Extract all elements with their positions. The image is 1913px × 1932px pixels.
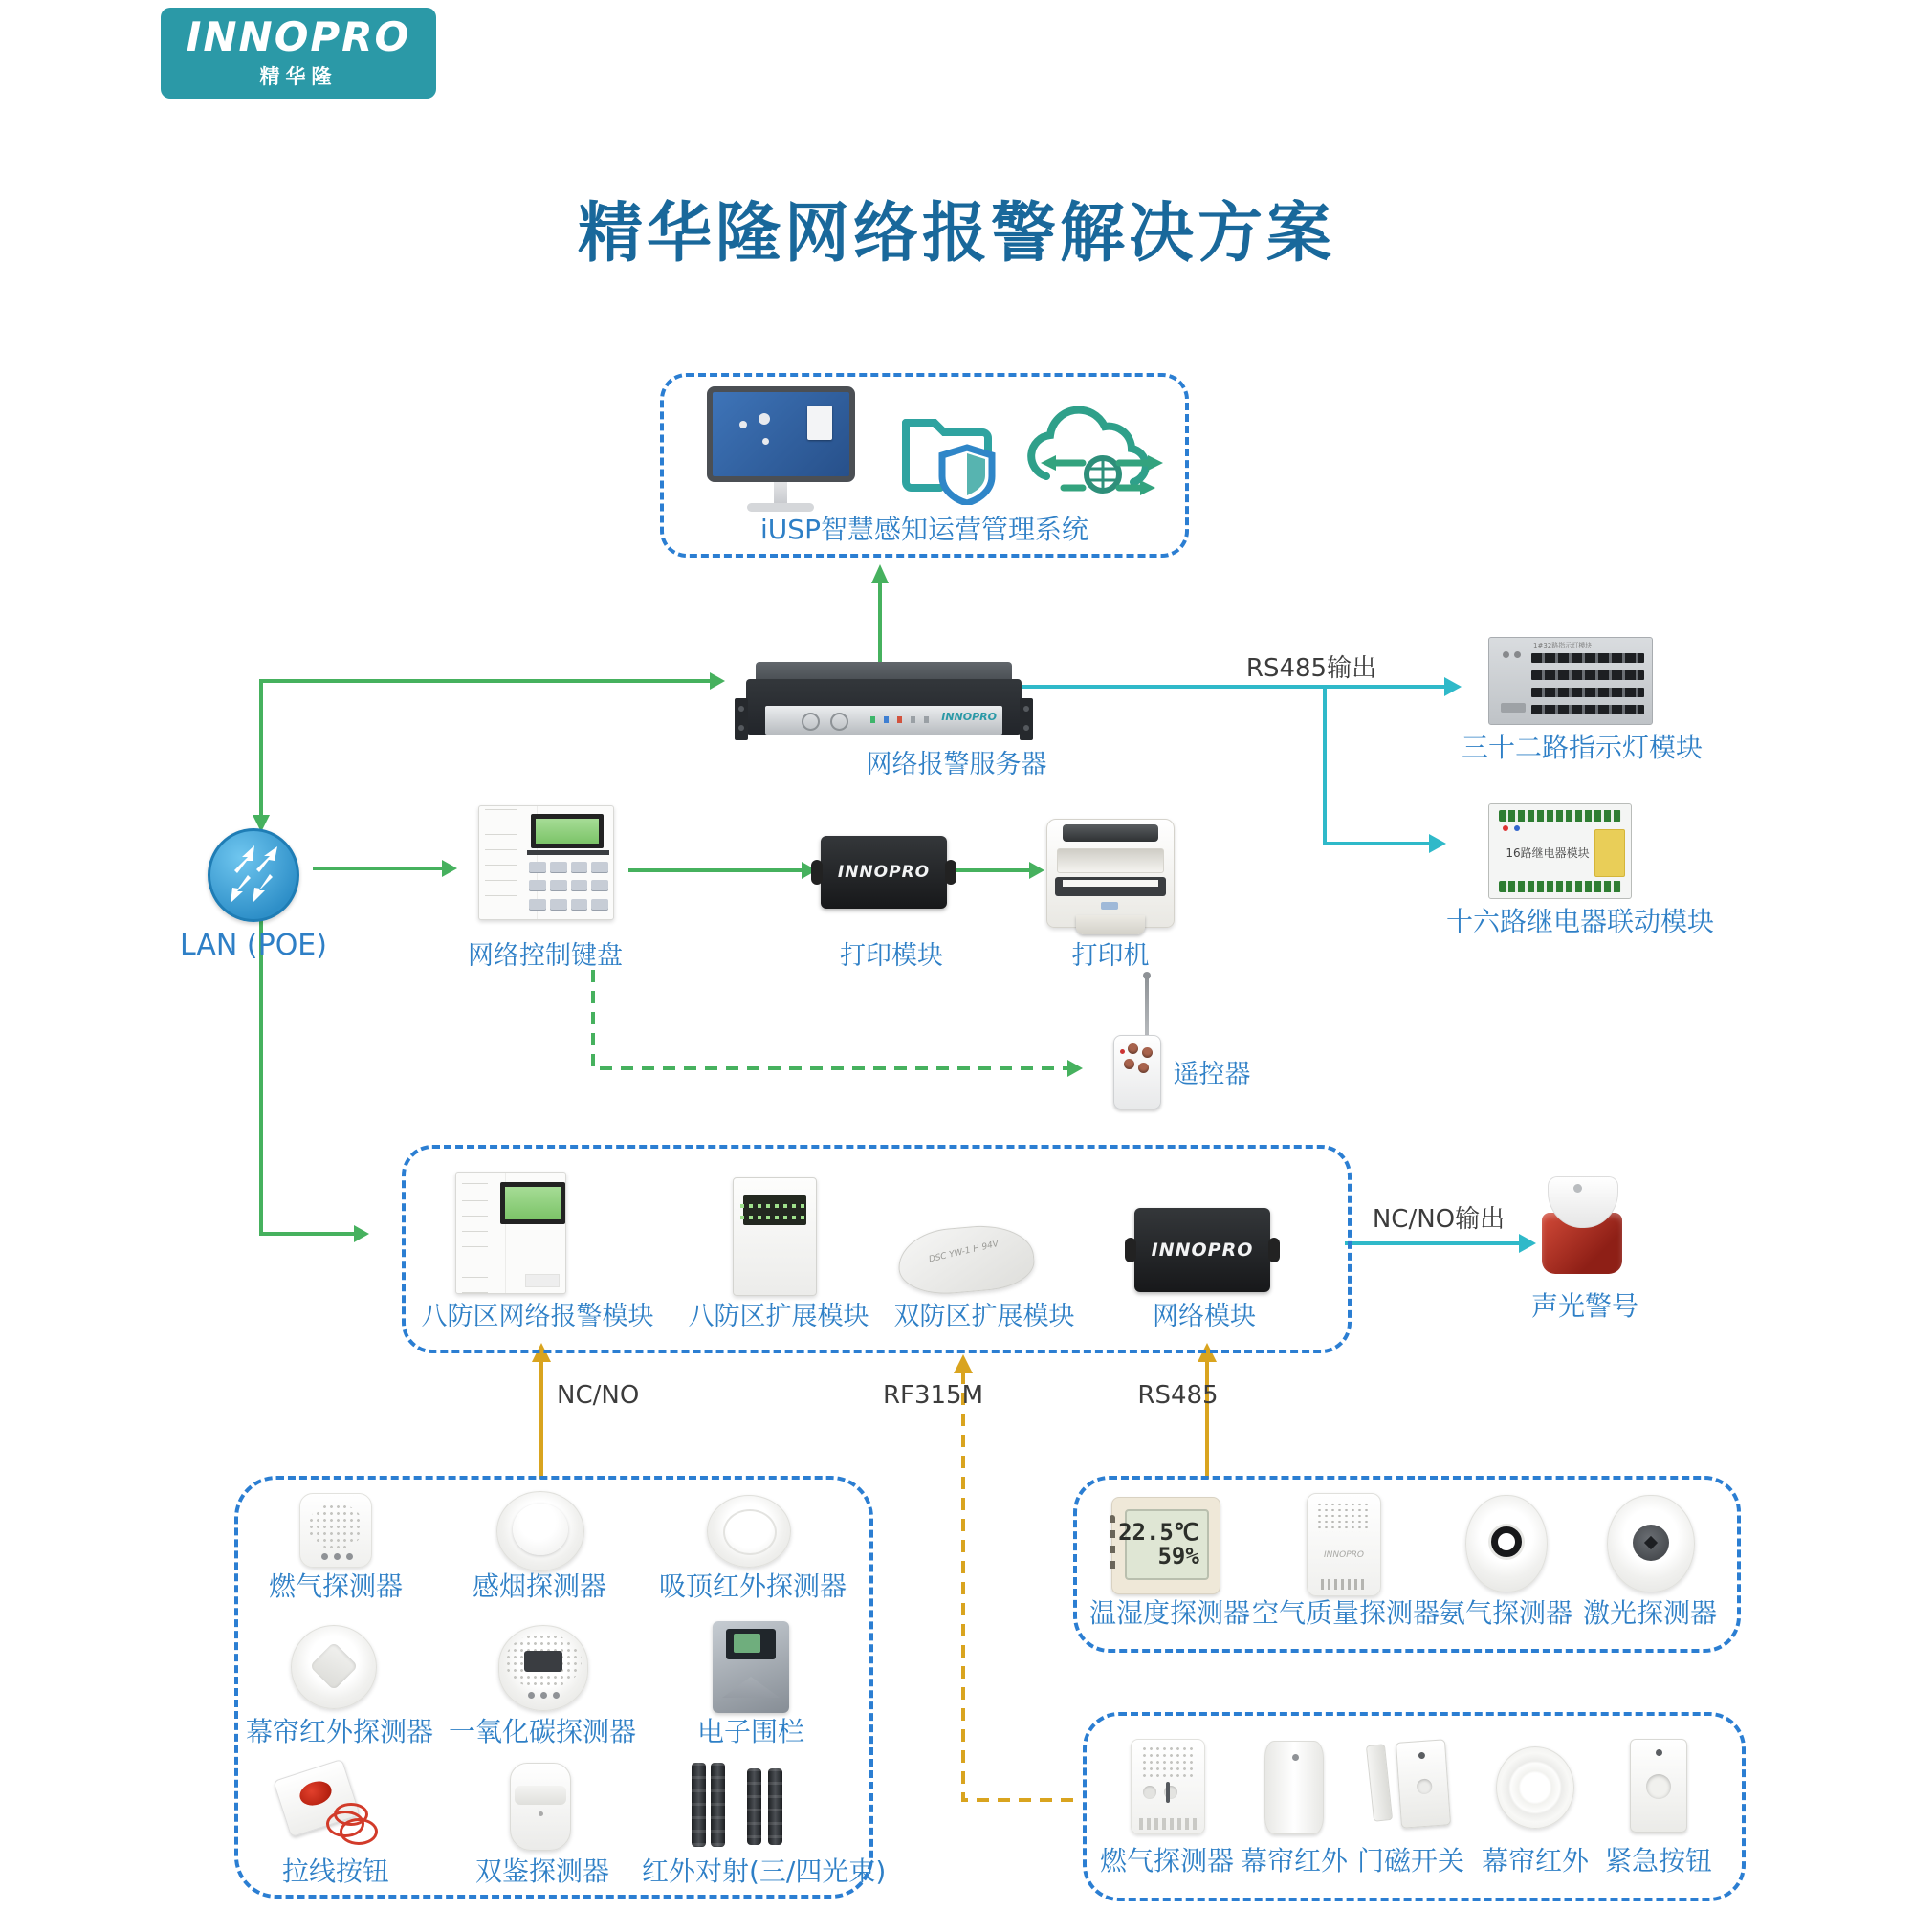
door-magnet-body	[1396, 1739, 1451, 1828]
siren-label: 声光警号	[1530, 1290, 1638, 1322]
emergency-button-image	[1630, 1739, 1687, 1833]
relay-module-label: 十六路继电器联动模块	[1446, 906, 1715, 937]
rf-gas-detector-image	[1131, 1739, 1205, 1834]
ir-beam-bar	[768, 1768, 782, 1845]
sensor-label: 门磁开关	[1357, 1845, 1465, 1877]
temp-sensor-lcd	[1118, 1509, 1208, 1580]
rf-gas-holes	[1141, 1745, 1195, 1778]
network-module-ear	[1125, 1238, 1136, 1262]
keypad-label: 网络控制键盘	[468, 941, 623, 971]
gas-detector-leds	[321, 1553, 353, 1560]
printer-image	[1046, 819, 1175, 928]
lan-arrows	[210, 831, 297, 919]
platform-label: iUSP智慧感知运营管理系统	[760, 514, 1088, 545]
keypad-key	[550, 880, 567, 890]
server-ear-hole	[1023, 725, 1029, 731]
dual-tech-band	[515, 1786, 567, 1805]
server-led	[897, 716, 902, 723]
keypad-key	[591, 880, 608, 890]
pull-button-cord	[334, 1803, 368, 1826]
monitor-dot	[762, 438, 769, 445]
lan-label: LAN (POE)	[180, 929, 327, 962]
logo-brand-text: INNOPRO	[186, 12, 411, 60]
arrow-right-remote	[1067, 1060, 1083, 1077]
keypad-key	[529, 899, 546, 910]
lan-arrow	[231, 875, 251, 903]
server-front-panel	[765, 706, 1002, 735]
server-ear-hole	[738, 706, 744, 712]
door-magnet-image	[1370, 1741, 1452, 1831]
ir-beam-bar	[747, 1768, 761, 1845]
keypad-key	[550, 899, 567, 910]
remote-antenna	[1145, 976, 1149, 1039]
network-module-image	[1134, 1208, 1270, 1292]
keypad-buttons	[529, 862, 608, 913]
expansion-led-row	[740, 1216, 809, 1219]
sensor-label: 幕帘红外	[1482, 1845, 1590, 1877]
rf-gas-comb	[1139, 1818, 1198, 1830]
mod32-led-row	[1531, 688, 1644, 697]
dual-tech-detector-image	[510, 1763, 571, 1851]
zone-item-label: 八防区扩展模块	[688, 1302, 869, 1331]
smoke-detector-image	[496, 1491, 584, 1571]
mod32-port	[1501, 703, 1526, 713]
printer-slot	[1057, 848, 1164, 873]
keypad-image	[478, 805, 614, 920]
co-detector-lcd	[524, 1651, 562, 1672]
air-quality-holes	[1316, 1502, 1372, 1532]
server-brand-text: INNOPRO	[941, 711, 997, 723]
monitor-screen	[707, 386, 855, 482]
zone-modules-box	[402, 1145, 1352, 1353]
gas-detector-image	[299, 1493, 372, 1568]
smoke-detector-dome	[513, 1504, 568, 1555]
detector-label: 红外对射(三/四光束)	[642, 1855, 887, 1887]
monitor-doc	[807, 406, 832, 440]
alarm-panel-image	[455, 1172, 566, 1294]
temp-value: 22.5℃	[1118, 1518, 1199, 1546]
keypad-divider	[527, 850, 609, 855]
remote-control-image	[1108, 976, 1165, 1109]
keypad-key	[529, 880, 546, 890]
detector-label: 电子围栏	[697, 1716, 805, 1747]
monitor-base	[747, 503, 814, 512]
detector-label: 拉线按钮	[282, 1855, 390, 1887]
rf-gas-slot	[1166, 1782, 1170, 1803]
rf-curtain-pir-image	[1264, 1741, 1324, 1834]
dual-zone-module-image	[895, 1221, 1036, 1298]
sensor-label: 温湿度探测器	[1088, 1597, 1250, 1629]
keypad-key	[550, 862, 567, 872]
keypad-key	[529, 862, 546, 872]
keypad-key	[591, 899, 608, 910]
temp-sensor-teeth	[1110, 1515, 1115, 1576]
curtain-pir-image	[291, 1625, 377, 1709]
air-quality-brand: INNOPRO	[1324, 1550, 1364, 1561]
printer-paper	[1063, 880, 1158, 887]
print-module-image	[821, 836, 947, 909]
alarm-panel-side	[456, 1173, 506, 1293]
zone-item-label: 网络模块	[1153, 1302, 1256, 1331]
siren-cap-dot	[1573, 1184, 1582, 1193]
arrow-up-platform	[871, 564, 889, 583]
mod16-yellow-label	[1594, 829, 1625, 877]
server-label: 网络报警服务器	[866, 750, 1047, 779]
mod32-titlebar: 1#32路指示灯模块	[1533, 642, 1593, 648]
print-module-ear	[945, 860, 956, 885]
server-ear-right	[1020, 698, 1033, 740]
printer-tray	[1076, 915, 1145, 934]
indicator-module-image	[1488, 637, 1653, 725]
sensor-label: 燃气探测器	[1100, 1845, 1235, 1877]
rs485-sensors-box	[1073, 1476, 1741, 1653]
sensor-label: 激光探测器	[1583, 1597, 1718, 1629]
alarm-server-image	[746, 662, 1022, 744]
mod32-led-row	[1531, 670, 1644, 680]
ncno-out-label: NC/NO输出	[1372, 1205, 1506, 1234]
electric-fence-image	[713, 1621, 789, 1713]
keypad-key	[571, 880, 588, 890]
humidity-value: 59%	[1157, 1543, 1199, 1570]
ceiling-pir-image	[707, 1495, 791, 1568]
secure-folder-icon	[896, 398, 997, 505]
wire-keypad-to-remote	[593, 970, 1067, 1068]
keypad-key	[571, 862, 588, 872]
ir-beam-bar	[711, 1763, 725, 1847]
zone-item-label: 双防区扩展模块	[893, 1302, 1075, 1331]
server-ear-hole	[738, 725, 744, 731]
fence-screen	[734, 1634, 760, 1653]
printer-button	[1101, 902, 1118, 910]
mod16-terminal-bottom	[1499, 881, 1621, 892]
remote-led	[1120, 1049, 1125, 1054]
server-knob	[830, 713, 848, 731]
remote-button	[1138, 1063, 1149, 1073]
print-module-ear	[811, 860, 823, 885]
door-magnet-button	[1417, 1778, 1433, 1794]
mod32-dot	[1514, 651, 1521, 658]
mod16-terminal-top	[1499, 810, 1621, 822]
rs485-bus-label: RS485	[1137, 1381, 1219, 1410]
arrow-up-rf315m	[954, 1354, 973, 1373]
dual-zone-text: DSC YW-1 H 94V	[927, 1239, 1000, 1265]
mod32-led-row	[1531, 705, 1644, 714]
curtain-pir-lens	[310, 1642, 359, 1691]
emergency-led	[1656, 1749, 1662, 1756]
relay-module-image	[1488, 803, 1632, 899]
keypad-key	[571, 899, 588, 910]
ncno-bus-label: NC/NO	[557, 1381, 640, 1410]
page-title: 精华隆网络报警解决方案	[577, 196, 1335, 272]
siren-image	[1542, 1176, 1624, 1276]
keypad-lcd	[531, 814, 604, 848]
lan-arrow	[253, 874, 273, 903]
remote-button	[1142, 1047, 1153, 1058]
monitor-stand	[774, 482, 787, 503]
network-module-ear	[1268, 1238, 1280, 1262]
platform-box	[660, 373, 1189, 558]
ir-beam-bar	[692, 1763, 706, 1847]
relay-module-panel-text: 16路继电器模块	[1506, 846, 1590, 860]
arrow-right-server	[710, 672, 725, 690]
wire-lan-to-server	[261, 681, 710, 819]
detector-label: 幕帘红外探测器	[246, 1716, 434, 1747]
wire-rs485-branch	[1325, 687, 1429, 844]
ir-beam-image	[692, 1763, 825, 1849]
mod16-led	[1503, 825, 1508, 831]
server-led	[870, 716, 875, 723]
expansion-display	[743, 1195, 805, 1225]
door-magnet-led	[1418, 1751, 1425, 1758]
door-magnet-bar	[1366, 1744, 1393, 1822]
sensor-label: 紧急按钮	[1605, 1845, 1713, 1877]
laser-sensor-image	[1607, 1495, 1695, 1592]
ammonia-ring	[1491, 1526, 1522, 1557]
keypad-key	[591, 862, 608, 872]
innopro-logo	[161, 8, 436, 99]
detector-label: 一氧化碳探测器	[449, 1716, 637, 1747]
mod32-dot	[1503, 651, 1509, 658]
lan-arrow	[256, 846, 277, 872]
co-detector-image	[498, 1625, 588, 1711]
printer-label: 打印机	[1071, 941, 1150, 971]
air-quality-sensor-image	[1307, 1493, 1381, 1596]
ceiling-pir-ring	[723, 1509, 777, 1555]
pull-cord-button-image	[280, 1768, 380, 1849]
lan-poe-icon	[208, 828, 299, 922]
temp-humidity-sensor-image	[1111, 1497, 1220, 1594]
server-led	[924, 716, 929, 723]
detector-label: 感烟探测器	[473, 1570, 607, 1602]
rf-gas-buttons	[1143, 1786, 1177, 1799]
network-module-brand-text: INNOPRO	[1151, 1240, 1254, 1261]
wired-detectors-box	[234, 1476, 887, 1899]
monitor-icon	[707, 386, 855, 520]
gas-detector-holes	[308, 1504, 363, 1549]
expansion-led-row	[740, 1204, 809, 1208]
wireless-sensors-box	[1083, 1712, 1746, 1901]
remote-label: 遥控器	[1173, 1060, 1251, 1089]
server-led	[884, 716, 889, 723]
arrow-right-keypad	[442, 860, 457, 877]
printer-top	[1063, 824, 1158, 842]
arrow-right-mod32	[1444, 677, 1462, 696]
sensor-label: 空气质量探测器	[1252, 1597, 1440, 1629]
mod16-led	[1514, 825, 1520, 831]
monitor-dot	[739, 421, 747, 428]
sensor-label: 氨气探测器	[1439, 1597, 1573, 1629]
expansion-module-image	[733, 1177, 817, 1296]
detector-label: 吸顶红外探测器	[659, 1570, 847, 1602]
alarm-panel-logo	[525, 1274, 560, 1287]
teal-arrowheads	[1429, 677, 1536, 1253]
ammonia-sensor-image	[1465, 1495, 1548, 1592]
rf-curtain-dome-image	[1496, 1746, 1574, 1829]
lan-arrow	[234, 845, 254, 873]
fence-chevron	[722, 1677, 780, 1698]
monitor-dot	[759, 413, 770, 425]
remote-body	[1113, 1035, 1161, 1109]
detector-label: 双鉴探测器	[475, 1855, 610, 1887]
dual-tech-pin	[539, 1811, 543, 1816]
logo-cn-text: 精华隆	[259, 64, 338, 88]
rf-curtain-lens	[1292, 1754, 1299, 1761]
mod32-led-row	[1531, 653, 1644, 663]
server-ear-left	[735, 698, 748, 740]
air-quality-slots	[1321, 1579, 1368, 1590]
detector-label: 燃气探测器	[269, 1570, 404, 1602]
print-module-brand-text: INNOPRO	[837, 863, 931, 882]
cloud-sync-icon	[1010, 396, 1168, 509]
server-ear-hole	[1023, 706, 1029, 712]
rf315m-bus-label: RF315M	[882, 1381, 984, 1410]
wire-rf315m-bus	[963, 1372, 1079, 1800]
sensor-label: 幕帘红外	[1241, 1845, 1349, 1877]
remote-button	[1128, 1043, 1138, 1054]
arrow-right-printer	[1029, 862, 1044, 879]
arrow-right-siren	[1519, 1234, 1536, 1253]
co-detector-leds	[528, 1692, 560, 1699]
remote-button	[1124, 1059, 1134, 1069]
server-led	[911, 716, 915, 723]
print-module-label: 打印模块	[840, 941, 943, 971]
arrow-right-zonebox	[354, 1225, 369, 1242]
arrow-right-mod16	[1429, 834, 1446, 853]
remote-antenna-tip	[1143, 972, 1151, 979]
indicator-module-label: 三十二路指示灯模块	[1462, 732, 1704, 763]
alarm-panel-lcd	[500, 1182, 565, 1224]
rs485-out-label: RS485输出	[1245, 654, 1377, 683]
server-knob	[802, 713, 820, 731]
zone-item-label: 八防区网络报警模块	[421, 1302, 654, 1331]
emergency-button	[1646, 1774, 1671, 1799]
